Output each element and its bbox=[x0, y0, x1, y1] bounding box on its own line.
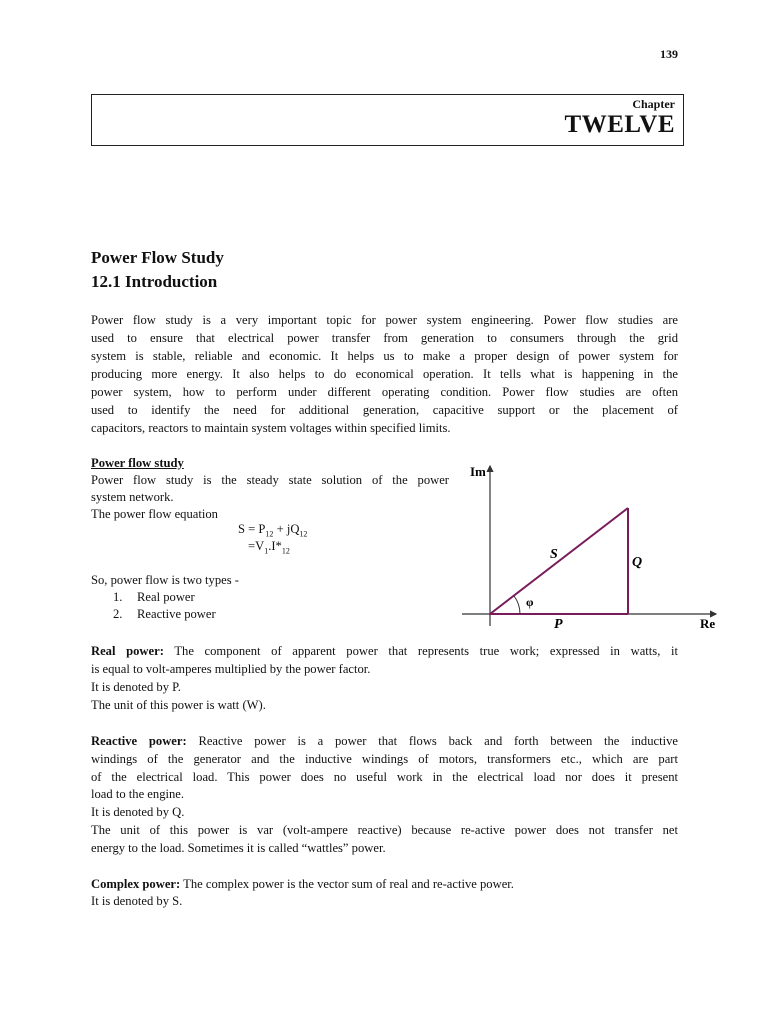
chapter-label: Chapter bbox=[632, 97, 675, 111]
re-label: Re bbox=[700, 616, 716, 630]
phi-label: φ bbox=[526, 595, 534, 609]
p-label: P bbox=[554, 617, 563, 630]
real-power-unit: The unit of this power is watt (W). bbox=[91, 698, 266, 712]
intro-line: used to identify the need for additional generation, capacitive support or the placement of bbox=[91, 403, 678, 417]
equation-label: The power flow equation bbox=[91, 507, 218, 521]
equation-line-2: $=V_1.I*_{12}$ bbox=[248, 539, 290, 556]
complex-power-line1: Complex power: The complex power is the vector sum of real and re-active power. bbox=[91, 877, 514, 891]
chapter-title: TWELVE bbox=[564, 111, 675, 138]
intro-line: capacitors, reactors to maintain system voltages within specified limits. bbox=[91, 421, 451, 435]
page-number: 139 bbox=[660, 47, 678, 61]
intro-line: system is stable, reliable and economic. It helps us to make a proper design of power system for bbox=[91, 349, 678, 363]
reactive-power-line1: Reactive power: Reactive power is a power that flows back and forth between the inductive bbox=[91, 734, 678, 748]
chapter-box bbox=[91, 94, 684, 146]
reactive-power-unit-line1: The unit of this power is var (volt-ampere reactive) because re-active power does not transfer net bbox=[91, 823, 678, 837]
intro-line: used to ensure that electrical power transfer from generation to consumers through the grid bbox=[91, 331, 678, 345]
power-flow-heading: Power flow study bbox=[91, 456, 184, 470]
equation-line-1: $S = P_{12} + jQ_{12}$ bbox=[238, 522, 308, 539]
power-flow-definition-cont: system network. bbox=[91, 490, 174, 504]
reactive-power-line3: of the electrical load. This power does no useful work in the electrical load nor does it present bbox=[91, 770, 678, 784]
real-power-line2: is equal to volt-amperes multiplied by the power factor. bbox=[91, 662, 371, 676]
intro-line: power system, how to perform under different operating condition. Power flow studies are often bbox=[91, 385, 678, 399]
list-item: 2. Reactive power bbox=[113, 607, 216, 621]
complex-power-denoted: It is denoted by S. bbox=[91, 894, 183, 908]
phi-arc bbox=[514, 596, 520, 614]
types-intro: So, power flow is two types - bbox=[91, 573, 239, 587]
reactive-power-line2: windings of the generator and the inductive windings of motors, transformers etc., which are part bbox=[91, 752, 678, 766]
main-heading: Power Flow Study bbox=[91, 248, 224, 267]
im-label: Im bbox=[470, 464, 486, 479]
intro-line: Power flow study is a very important topic for power system engineering. Power flow studies are bbox=[91, 313, 678, 327]
real-power-denoted: It is denoted by P. bbox=[91, 680, 181, 694]
reactive-power-denoted: It is denoted by Q. bbox=[91, 805, 185, 819]
power-flow-definition: Power flow study is the steady state solution of the power bbox=[91, 473, 449, 487]
list-item: 1. Real power bbox=[113, 590, 195, 604]
s-label: S bbox=[550, 547, 558, 562]
section-heading: 12.1 Introduction bbox=[91, 272, 218, 291]
reactive-power-line4: load to the engine. bbox=[91, 787, 185, 801]
real-power-line1: Real power: The component of apparent power that represents true work; expressed in watts, it bbox=[91, 644, 678, 658]
reactive-power-unit-line2: energy to the load. Sometimes it is called “wattles” power. bbox=[91, 841, 386, 855]
s-vector bbox=[490, 508, 628, 614]
q-label: Q bbox=[632, 555, 643, 570]
power-triangle-diagram bbox=[458, 458, 720, 630]
intro-line: producing more energy. It also helps to do economical operation. It tells what is happening in the bbox=[91, 367, 678, 381]
